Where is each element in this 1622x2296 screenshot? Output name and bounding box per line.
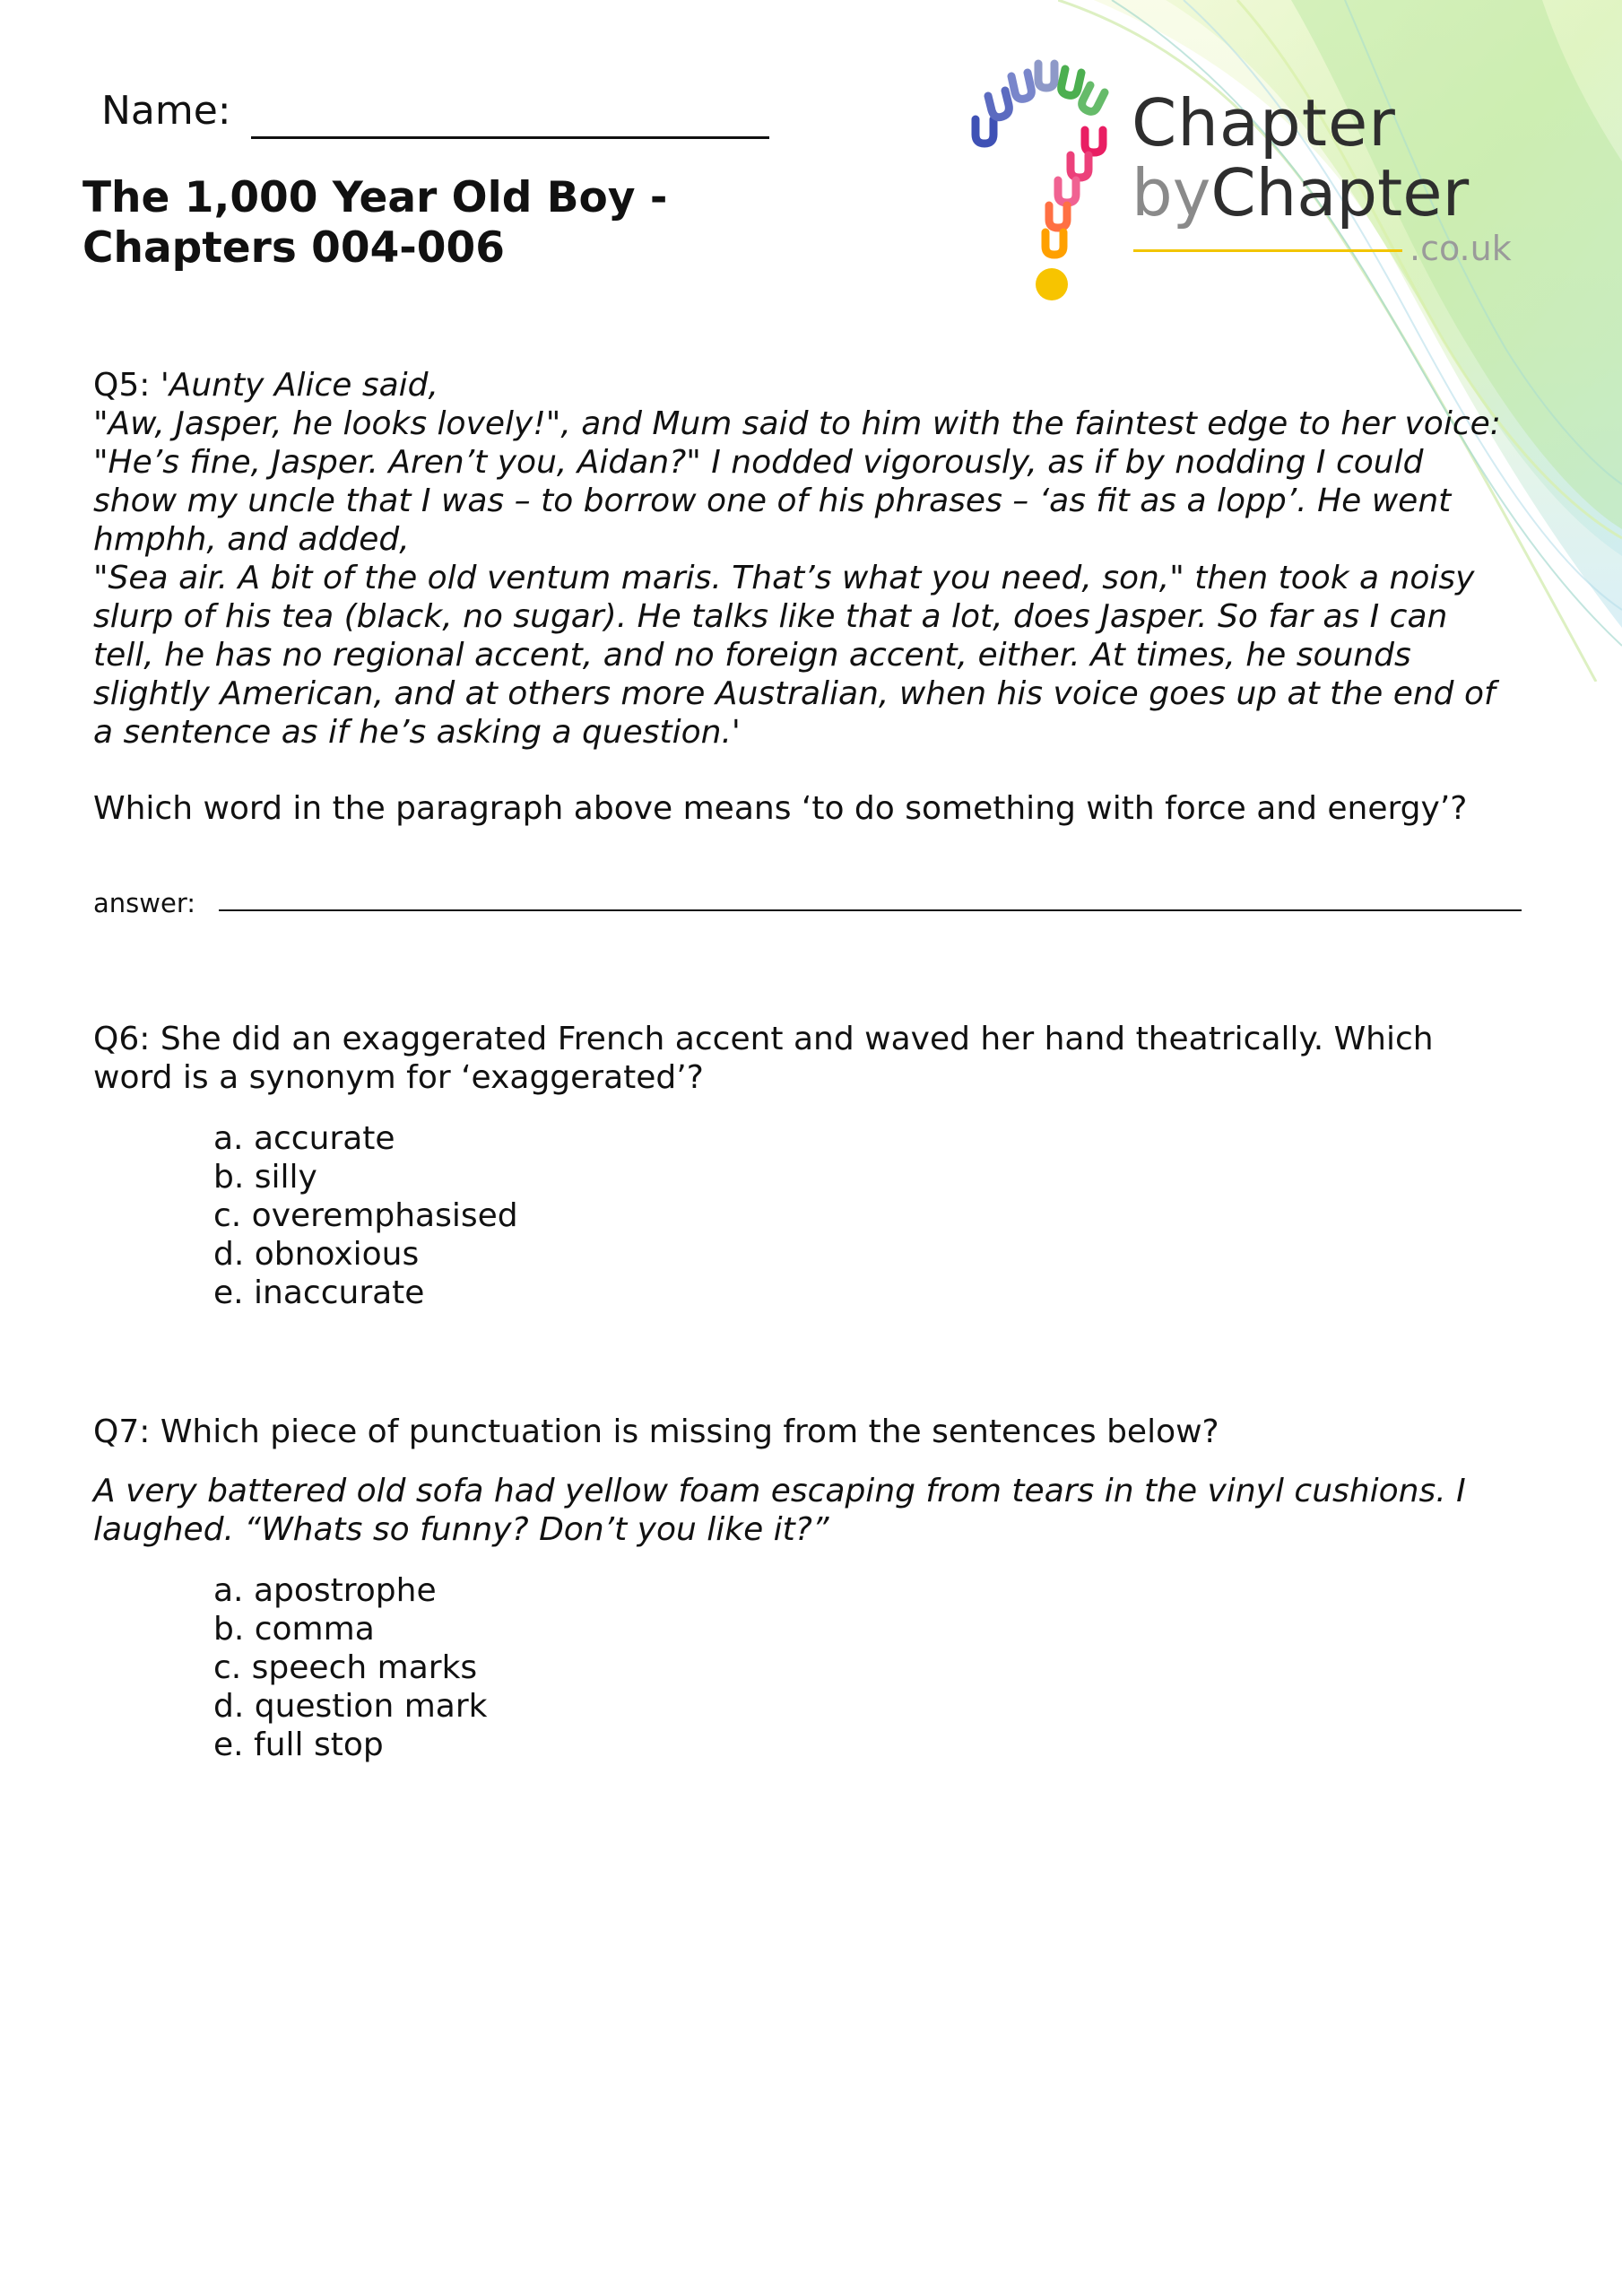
question-5-prompt: Which word in the paragraph above means ‘to do something with force and energy’? [93,790,1468,827]
option-c[interactable]: c. overemphasised [213,1197,518,1234]
question-6: Q6: She did an exaggerated French accent and waved her hand theatrically. Which word is a synonym for ‘exaggerated’? [93,1021,1434,1096]
logo-word-chapter: Chapter [1132,85,1396,161]
question-5 [93,366,1564,752]
logo-word-bychapter [1132,155,1469,230]
name-field-line[interactable] [251,136,769,139]
logo-icon [959,49,1121,318]
logo-word-chapter-2: Chapter [1210,155,1470,230]
title-line-1: The 1,000 Year Old Boy - [82,173,668,222]
option-d[interactable]: d. question mark [213,1688,488,1725]
option-b[interactable]: b. comma [213,1611,375,1648]
logo-domain: .co.uk [1409,229,1512,268]
page-title [82,173,889,274]
logo-wordmark [1132,85,1544,283]
logo-underline [1133,249,1402,252]
answer-label: answer: [93,888,196,918]
logo-word-by: by [1132,155,1211,230]
name-label: Name: [101,88,231,134]
option-c[interactable]: c. speech marks [213,1649,478,1686]
question-5-number: Q5: [93,367,151,404]
question-5-passage: 'Aunty Alice said, "Aw, Jasper, he looks lovely!", and Mum said to him with the faintest edge to her voice: "He’s fine, Jasper. Aren’t you, Aidan?" I nodded vigorously, as if by nodding I could show my uncle that I was – to borrow one of his phrases – ‘as fit as a lopp’. He went hmphh, and added, "Sea air. A bit of the old ventum maris. That’s what you need, son," then took a noisy slurp of his tea (black, no sugar). He talks like that a lot, does Jasper. So far as I can tell, he has no regional accent, and no foreign accent, either. At times, he sounds slightly American, and at others more Australian, when his voice goes up at the end of a sentence as if he’s asking a question.' [93,367,1501,751]
option-e[interactable]: e. full stop [213,1726,384,1763]
option-a[interactable]: a. apostrophe [213,1572,437,1609]
question-7-options [213,1571,488,1764]
answer-field-line[interactable] [219,909,1522,911]
question-7-passage: A very battered old sofa had yellow foam escaping from tears in the vinyl cushions. I laughed. “Whats so funny? Don’t you like it?” [93,1473,1466,1548]
question-7: Q7: Which piece of punctuation is missing from the sentences below? [93,1413,1219,1450]
option-b[interactable]: b. silly [213,1159,317,1196]
question-6-options [213,1119,518,1312]
option-a[interactable]: a. accurate [213,1120,395,1157]
option-e[interactable]: e. inaccurate [213,1274,425,1311]
title-line-2: Chapters 004-006 [82,223,505,273]
option-d[interactable]: d. obnoxious [213,1236,420,1273]
